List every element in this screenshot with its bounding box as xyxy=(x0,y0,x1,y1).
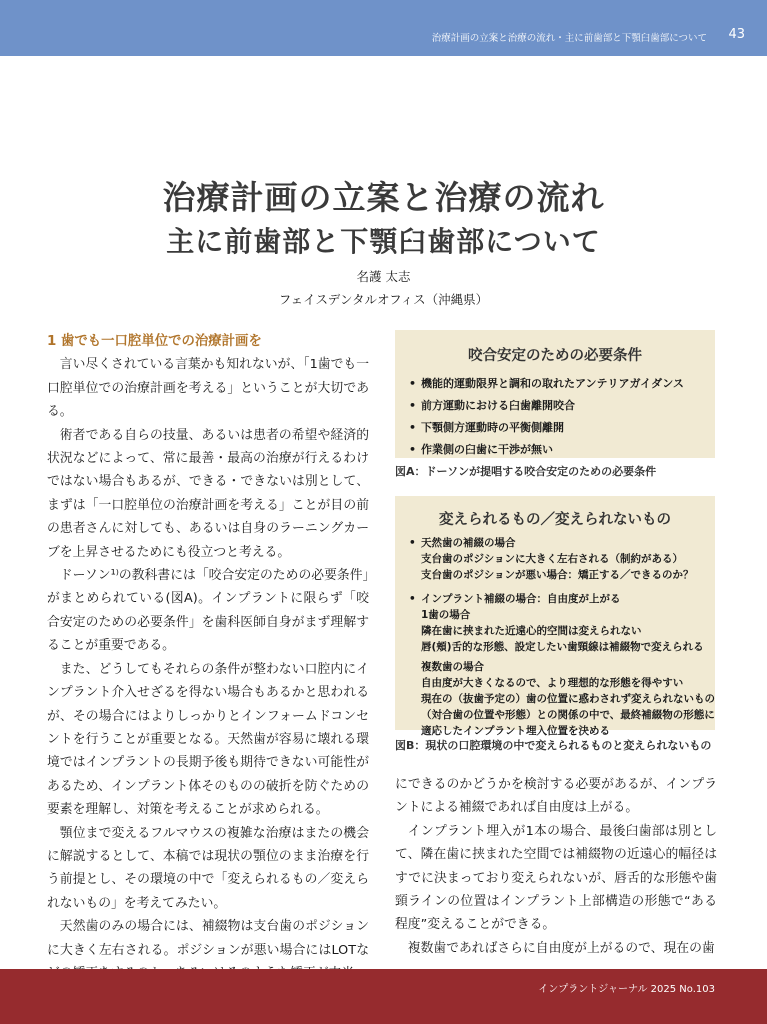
figure-a-box xyxy=(395,330,715,458)
figure-b-caption: 図B：現状の口腔環境の中で変えられるものと変えられないもの xyxy=(395,739,712,752)
figure-b-line: 複数歯の場合 xyxy=(421,661,484,673)
body-paragraph: インプラント埋入が1本の場合、最後臼歯部は別として、隣在歯に挟まれた空間では補綴物の近遠心的幅径はすでに決まっており変えられないが、唇舌的な形態や歯頸ラインの位置はインプラント上部構造の形態で“ある程度”変えることができる。 xyxy=(395,823,717,933)
figure-b-group-heading: • インプラント補綴の場合：自由度が上がる xyxy=(395,591,715,607)
figure-b-line: 1歯の場合 xyxy=(421,609,471,621)
page-number: 43 xyxy=(728,27,745,42)
figure-b-spacer xyxy=(395,583,715,591)
figure-b-group-heading: • 天然歯の補綴の場合 xyxy=(395,535,715,551)
body-paragraph: 複数歯であればさらに自由度が上がるので、現在の歯 xyxy=(407,940,715,956)
body-column-left xyxy=(47,330,369,985)
figure-a-item: • 下顎側方運動時の平衡側離開 xyxy=(395,417,715,439)
body-paragraph: 術者である自らの技量、あるいは患者の希望や経済的状況などによって、常に最善・最高の治療が行えるわけではない場合もあるが、できる・できないは別として、まずは「一口腔単位の治療計画を考える」ことが目の前の患者さんに対しても、あるいは自身のラーニングカーブを上昇させるためにも役立つと考える。 xyxy=(47,427,369,560)
figure-b-line: 隣在歯に挟まれた近遠心的空間は変えられない xyxy=(421,625,642,637)
author-name: 名護 太志 xyxy=(356,269,411,284)
running-title: 治療計画の立案と治療の流れ・主に前歯部と下顎臼歯部について xyxy=(431,33,707,44)
body-paragraph: にできるのかどうかを検討する必要があるが、インプラントによる補綴であれば自由度は上がる。 xyxy=(395,777,717,816)
figure-a-list xyxy=(395,373,715,461)
figure-b-list xyxy=(395,535,715,739)
journal-name: インプラントジャーナル 2025 No.103 xyxy=(538,984,715,995)
figure-b-line: （対合歯の位置や形態）との関係の中で、最終補綴物の形態に xyxy=(421,709,715,721)
figure-b-line: 自由度が大きくなるので、より理想的な形態を得やすい xyxy=(421,677,684,689)
figure-a-caption: 図A：ドーソンが提唱する咬合安定のための必要条件 xyxy=(395,465,657,478)
page-header xyxy=(0,0,767,56)
body-column-right xyxy=(395,773,717,960)
author-affiliation: フェイスデンタルオフィス（沖縄県） xyxy=(278,292,489,307)
article-subtitle: 主に前歯部と下顎臼歯部について xyxy=(166,225,601,258)
body-paragraph: 顎位まで変えるフルマウスの複雑な治療はまたの機会に解説するとして、本稿では現状の顎位のまま治療を行う前提とし、その環境の中で「変えられるもの／変えられないもの」を考えてみたい。 xyxy=(47,825,369,911)
article-title: 治療計画の立案と治療の流れ xyxy=(162,178,605,217)
body-paragraph: 天然歯のみの場合には、補綴物は支台歯のポジションに大きく左右される。ポジションが悪い場合にはLOTな xyxy=(47,919,369,958)
figure-b-line: 現在の（抜歯予定の）歯の位置に惑わされず変えられないもの xyxy=(421,693,715,705)
section-heading: 1 歯でも一口腔単位での治療計画を xyxy=(47,334,262,349)
figure-a-item: • 前方運動における臼歯離開咬合 xyxy=(395,395,715,417)
body-paragraph: また、どうしてもそれらの条件が整わない口腔内にインプラント介入せざるを得ない場合もあるかと思われるが、その場合にはよりしっかりとインフォームドコンセントを行うことが重要となる。天然歯が容易に壊れる環境ではインプラントの長期予後も期待できない可能性があるため、インプラント体そのものの破折を防ぐための要素を理解し、対策を考えることが求められる。 xyxy=(47,661,369,818)
figure-a-item: • 作業側の臼歯に干渉が無い xyxy=(395,439,715,461)
figure-b-line: 適応したインプラント埋入位置を決める xyxy=(421,725,610,737)
body-paragraph: 言い尽くされている言葉かも知れないが、「1歯でも一口腔単位での治療計画を考える」ということが大切である。 xyxy=(47,357,369,420)
body-paragraph: ドーソン¹⁾の教科書には「咬合安定のための必要条件」がまとめられている(図A)。インプラントに限らず「咬合安定のための必要条件」を歯科医師自身がまず理解することが重要である。 xyxy=(47,568,369,654)
figure-b-box xyxy=(395,496,715,737)
figure-a-title: 咬合安定のための必要条件 xyxy=(468,348,642,364)
figure-b-line: 支台歯のポジションに大きく左右される（制約がある） xyxy=(421,553,684,565)
figure-b-line: 支台歯のポジションが悪い場合：矯正する／できるのか？ xyxy=(421,569,694,581)
figure-a-item: • 機能的運動限界と調和の取れたアンテリアガイダンス xyxy=(395,373,715,395)
figure-b-line: 唇(頬)舌的な形態、設定したい歯頸線は補綴物で変えられる xyxy=(421,641,704,653)
figure-b-title: 変えられるもの／変えられないもの xyxy=(439,512,671,528)
page-footer xyxy=(0,969,767,1024)
